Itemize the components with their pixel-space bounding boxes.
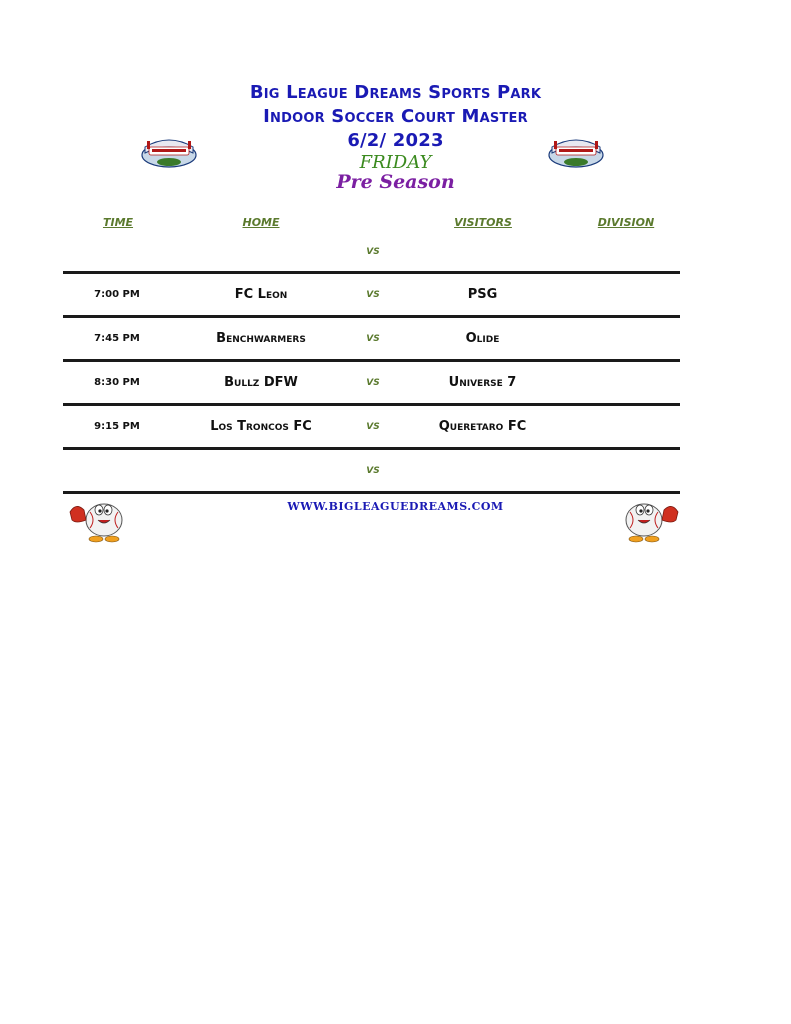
- home-team: Benchwarmers: [216, 331, 306, 346]
- table-row: [63, 451, 680, 491]
- vs-label: VS: [366, 334, 380, 344]
- visitor-team: [395, 451, 570, 491]
- table-row: [63, 363, 680, 403]
- column-header-home: HOME: [242, 216, 280, 229]
- row-divider: [63, 491, 680, 494]
- table-row: [63, 319, 680, 359]
- table-row: [63, 407, 680, 447]
- match-time: [63, 451, 171, 491]
- table-row: [63, 232, 680, 272]
- vs-label: VS: [366, 422, 380, 432]
- visitor-team: Universe 7: [448, 375, 517, 390]
- website-link[interactable]: WWW.BIGLEAGUEDREAMS.COM: [287, 500, 504, 513]
- column-header-visitors: VISITORS: [454, 216, 512, 229]
- title-line-1: Big League Dreams Sports Park: [249, 82, 542, 103]
- season-label: Pre Season: [336, 171, 455, 193]
- match-time: [63, 232, 171, 272]
- title-line-2: Indoor Soccer Court Master: [263, 106, 528, 127]
- big-league-dreams-logo-icon: [139, 133, 199, 169]
- match-time: 9:15 PM: [94, 421, 140, 432]
- visitor-team: Queretaro FC: [438, 419, 527, 434]
- big-league-dreams-logo-icon: [546, 133, 606, 169]
- column-header-division: DIVISION: [597, 216, 655, 229]
- visitor-team: PSG: [467, 287, 498, 302]
- home-team: [171, 451, 351, 491]
- row-divider: [63, 271, 680, 274]
- division: [570, 451, 680, 491]
- home-team: Bullz DFW: [224, 375, 298, 390]
- schedule-day: FRIDAY: [359, 152, 432, 173]
- visitor-team: Olide: [465, 331, 500, 346]
- row-divider: [63, 403, 680, 406]
- row-divider: [63, 359, 680, 362]
- row-divider: [63, 315, 680, 318]
- division: [570, 319, 680, 359]
- vs-label: VS: [366, 378, 380, 388]
- table-row: [63, 275, 680, 315]
- column-header-time: TIME: [102, 216, 134, 229]
- baseball-mascot-icon: [610, 494, 682, 544]
- visitor-team: [395, 232, 570, 272]
- home-team: [171, 232, 351, 272]
- baseball-mascot-icon: [66, 494, 138, 544]
- vs-label: VS: [366, 247, 380, 257]
- home-team: FC Leon: [234, 287, 288, 302]
- division: [570, 363, 680, 403]
- vs-label: VS: [366, 290, 380, 300]
- division: [570, 275, 680, 315]
- row-divider: [63, 447, 680, 450]
- division: [570, 407, 680, 447]
- match-time: 8:30 PM: [94, 377, 140, 388]
- match-time: 7:00 PM: [94, 289, 140, 300]
- home-team: Los Troncos FC: [210, 419, 312, 434]
- vs-label: VS: [366, 466, 380, 476]
- schedule-date: 6/2/ 2023: [347, 130, 444, 151]
- match-time: 7:45 PM: [94, 333, 140, 344]
- division: [570, 232, 680, 272]
